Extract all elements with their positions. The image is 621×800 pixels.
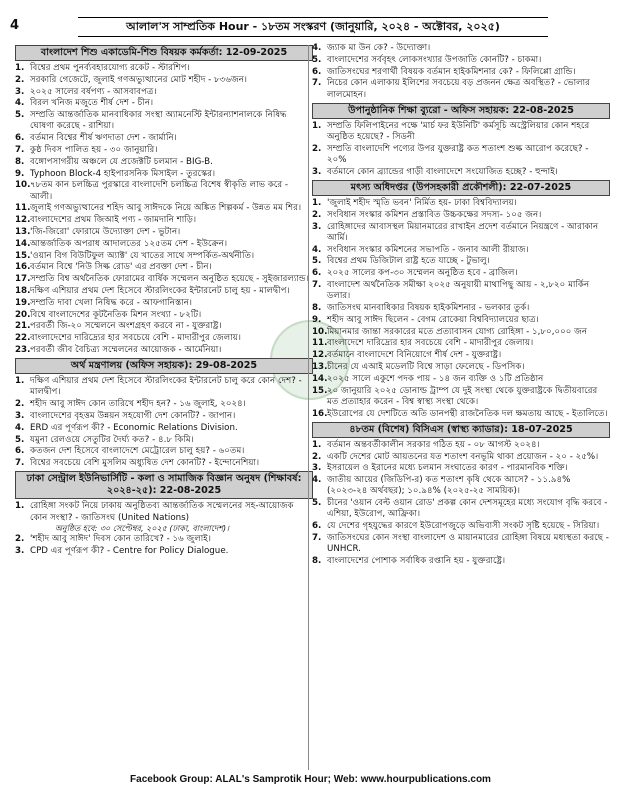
item-number: 8.: [15, 156, 25, 167]
item-number: 20.: [15, 309, 31, 320]
item-text: কুষ্ঠ দিবস পালিত হয় - ৩০ জানুয়ারি।: [30, 144, 158, 155]
item-text: সংবিধান সংস্কার কমিশনের সভাপতি - জনাব আলী রীয়াজ।: [327, 244, 529, 255]
item-text: বাংলাদেশের বৃহত্তম উন্নয়ন সহযোগী দেশ কোনটি? - জাপান।: [30, 410, 236, 421]
column-divider: [308, 45, 309, 770]
item-number: 11.: [312, 338, 328, 349]
item-text: সম্প্রতি আন্তর্জাতিক মানবাধিকার সংস্থা অ্যামনেস্টি ইন্টারন্যাশনালকে নিষিদ্ধ ঘোষণা করেছে - রাশিয়া।: [30, 110, 287, 132]
item-text: বাংলাদেশ অর্থনৈতিক সমীক্ষা ২০২৫ অনুযায়ী মাথাপিছু আয় - ২,৮২০ মার্কিন ডলার।: [327, 279, 590, 302]
item-number: 22.: [15, 333, 31, 344]
item-text: বাংলাদেশের পোশাক সর্বাধিক রপ্তানি হয় - যুক্তরাষ্ট্রে।: [327, 555, 506, 566]
item-text: পরবর্তী জি-২০ সম্মেলনে অংশগ্রহণ করবে না - যুক্তরাষ্ট্র।: [30, 321, 222, 332]
item-number: 2.: [312, 143, 322, 154]
section-heading: অর্থ মন্ত্রণালয় (অফিস সহায়ক): 29-08-2025: [15, 358, 313, 374]
item-number: 8.: [312, 555, 322, 566]
item-text: বাংলাদেশে দারিদ্র্যের হার সবচেয়ে বেশি - মাদারীপুর জেলায়।: [327, 338, 534, 349]
item-number: 23.: [15, 344, 31, 355]
item-text: ইসরায়েল ও ইরানের মধ্যে চলমান সংঘাতের কারণ - পারমানবিক শক্তি।: [327, 463, 568, 474]
item-number: 14.: [15, 238, 31, 249]
item-number: 5.: [312, 54, 322, 65]
item-text: জ্যাক মা উন কে? - উদ্যোক্তা।: [327, 43, 431, 53]
footer-text: Facebook Group: ALAL's Samprotik Hour; Web: www.hourpublications.com: [130, 774, 491, 785]
list-item: [312, 210, 610, 221]
item-text: জাতিসংঘ মানবাধিকার বিষয়ক হাইকমিশনার - ভলকার তুর্ক।: [327, 302, 530, 313]
item-number: 1.: [15, 501, 25, 512]
list-item: [312, 409, 610, 420]
list-item: [312, 452, 610, 463]
item-number: 15.: [312, 385, 328, 396]
list-item: [15, 333, 313, 344]
item-number: 5.: [15, 434, 25, 445]
item-text: বাংলাদেশের প্রথম জিআই পণ্য - জামদানি শাড়ি।: [30, 215, 197, 226]
item-number: 2.: [312, 209, 322, 220]
page-number: 4: [10, 18, 20, 33]
list-item: [15, 87, 313, 98]
item-text: বর্তমান অন্তবর্তীকালীন সরকার গঠিত হয় - ০৮ আগস্ট ২০২৪।: [327, 439, 540, 450]
list-item: [15, 180, 313, 202]
item-text: যে দেশের গৃহযুদ্ধের কারণে ইউরোপজুড়ে অভিবাসী সংকট সৃষ্টি হয়েছে - সিরিয়া।: [327, 521, 600, 532]
list-item: [312, 256, 610, 267]
list-item: [312, 78, 610, 100]
list-item: [15, 345, 313, 356]
section-heading: বাংলাদেশ শিশু একাডেমি-শিশু বিষয়ক কর্মকর্তা: 12-09-2025: [15, 45, 313, 61]
item-number: 9.: [15, 168, 25, 179]
list-item: [15, 321, 313, 332]
list-item: [15, 203, 313, 214]
item-number: 13.: [15, 226, 31, 237]
list-item: [15, 446, 313, 457]
list-item: [15, 458, 313, 469]
item-number: 3.: [312, 166, 322, 177]
item-text: বঙ্গোপসাগরীয় অঞ্চলে যে প্রজেক্টটি চলমান - BIG-B.: [30, 156, 213, 167]
list-item: [15, 262, 313, 273]
item-text: দক্ষিণ এশিয়ার প্রথম দেশ হিসেবে স্টারলিংকের ইন্টারনেট চালু হয় - মালদ্বীপ।: [30, 285, 290, 296]
list-item: [15, 286, 313, 297]
right-column: [312, 43, 610, 568]
item-text: কতজন দেশ হিসেবে বাংলাদেশে মেট্রোরেল চালু হয়? - ৬০তম।: [30, 446, 245, 457]
item-number: 2.: [15, 74, 25, 85]
section-heading: ৪৮তম (বিশেষ) বিসিএস (স্বাস্থ্য ক্যাডার): 18-07-2025: [312, 422, 610, 438]
item-number: 7.: [312, 78, 322, 89]
item-text: বিশ্বের প্রথম পুনর্ব্যবহারযোগ্য রকেট - স্টারশিপ।: [30, 63, 190, 73]
item-text: একটি দেশের মোট আয়তনের যত শতাংশ বনভূমি থাকা প্রয়োজন - ২০ - ২৫%।: [327, 451, 599, 462]
list-item: [15, 145, 313, 156]
item-text: 'জি-জিরো' ফোরামে উদ্যোক্তা দেশ - ভুটান।: [30, 226, 181, 237]
item-text: সংবিধান সংস্কার কমিশন প্রস্তাবিত উচ্চকক্ষের সদস্য- ১০৫ জন।: [327, 209, 542, 220]
list-item: [15, 133, 313, 144]
item-number: 5.: [312, 256, 322, 267]
item-number: 16.: [15, 262, 31, 273]
item-number: 2.: [15, 399, 25, 410]
item-number: 9.: [312, 314, 322, 325]
item-text: বাংলাদেশের সর্ববৃহৎ লোকসংখ্যার উপজাতি কোনটি? - চাকমা।: [327, 54, 542, 65]
list-item: [312, 327, 610, 338]
item-text: মিয়ানমার জান্তা সরকারের মতে প্রত্যাবাসন যোগ্য রোহিঙ্গা - ১,৮০,০০০ জন: [327, 326, 588, 337]
item-number: 1.: [15, 63, 25, 73]
list-item: [312, 440, 610, 451]
item-number: 12.: [312, 350, 328, 361]
list-item: [312, 374, 610, 385]
list-item: [312, 521, 610, 532]
item-number: 2.: [312, 451, 322, 462]
list-item: [15, 399, 313, 410]
item-text: সম্প্রতি দাবা খেলা নিষিদ্ধ করে - আফগানিস্তান।: [30, 297, 193, 308]
item-number: 11.: [15, 203, 31, 214]
item-number: 8.: [312, 302, 322, 313]
item-number: 5.: [15, 110, 25, 121]
item-text: যমুনা রেলওয়ে সেতুটির দৈর্ঘ্য কত? - ৪.৮ কিমি।: [30, 434, 194, 445]
list-item: [312, 556, 610, 567]
item-text: ইউরোপের যে দেশটিতে অতি ডানপন্থী রাজনৈতিক দল ক্ষমতায় আছে - ইতালিতে।: [327, 408, 608, 419]
list-item: [15, 63, 313, 74]
item-number: 12.: [15, 215, 31, 226]
item-text: বর্তমানে কোন ব্র্যান্ডের গাড়ী বাংলাদেশে সংযোজিত হচ্ছে? - হুন্দাই।: [327, 166, 558, 177]
list-item: [312, 198, 610, 209]
list-item: [312, 350, 610, 361]
list-item: [15, 215, 313, 226]
list-item: [15, 534, 313, 545]
list-item: [312, 338, 610, 349]
item-number: 19.: [15, 297, 31, 308]
item-number: 10.: [15, 180, 31, 191]
section-heading: মৎস্য অধিদপ্তর (উপসহকারী প্রকৌশলী): 22-07-2025: [312, 180, 610, 196]
list-item: [15, 423, 313, 434]
item-text: বর্তমান বিশ্বে 'নিউ সিল্ক রোড' এর প্রবক্তা দেশ - চীন।: [30, 262, 212, 273]
list-item: [15, 274, 313, 285]
item-text: শহীদ আবু সাঈদ কোন তারিখে শহীদ হন? - ১৬ জুলাই, ২০২৪।: [30, 399, 246, 410]
item-number: 6.: [312, 521, 322, 532]
item-text: চীনের যে এআই মডেলটি বিশ্বে সাড়া ফেলেছে - ডিপসিক।: [327, 361, 525, 372]
item-text: আন্তর্জাতিক অপরাধ আদালতের ১২৫তম দেশ - ইউক্রেন।: [30, 238, 228, 249]
list-item: [15, 227, 313, 238]
item-number: 1.: [312, 120, 322, 131]
item-text: 'শহীদ আবু সাঈদ' দিবস কোন তারিখে? - ১৬ জুলাই।: [30, 534, 211, 545]
item-number: 1.: [312, 198, 322, 208]
item-text: বর্তমানে বাংলাদেশে বিনিয়োগে শীর্ষ দেশ - যুক্তরাষ্ট্র।: [327, 350, 502, 361]
section-heading: ঢাকা সেন্ট্রাল ইউনিভার্সিটি - কলা ও সামাজিক বিজ্ঞান অনুষদ (শিক্ষাবর্ষ: ২০২৪-২৫): 22-08-2025: [15, 471, 313, 499]
list-item: [312, 498, 610, 520]
item-text: ২০২৫ সালের বর্ষপণ্য - আসবাবপত্র।: [30, 86, 157, 97]
list-item: [15, 376, 313, 398]
list-item: [312, 303, 610, 314]
item-text: ERD এর পূর্ণরূপ কী? - Economic Relations Division.: [30, 422, 238, 433]
list-item: [312, 121, 610, 143]
item-number: 3.: [312, 463, 322, 474]
item-text: ৭৮তম কান চলচ্চিত্র পুরস্কারে বাংলাদেশি চলচ্চিত্র বিশেষ স্বীকৃতি লাভ করে - আলী।: [30, 180, 289, 202]
list-item: [15, 75, 313, 86]
item-text: বিশ্বের সবচেয়ে বেশি মুসলিম অধ্যুষিত দেশ কোনটি? - ইন্দোনেশিয়া।: [30, 458, 260, 469]
item-number: 16.: [312, 408, 328, 419]
list-item: [312, 268, 610, 279]
list-item: [312, 475, 610, 497]
item-number: 3.: [15, 86, 25, 97]
list-item: [312, 167, 610, 178]
item-text: পরবর্তী জীব বৈচিত্র্য সম্মেলনের আয়োজক - আর্মেনিয়া।: [30, 344, 222, 355]
item-text: বিশ্বে বাংলাদেশের কূটনৈতিক মিশন সংখ্যা - ৮২টি।: [30, 309, 202, 320]
list-item: [312, 43, 610, 54]
item-text: জুলাই গণঅভ্যুত্থানের শহিদ আবু সাঈদকে নিয়ে অঙ্কিত শিল্পকর্ম - উন্নত মম শির।: [30, 203, 302, 214]
list-item: [312, 315, 610, 326]
item-number: 1.: [15, 376, 25, 387]
item-text: বর্তমান বিশ্বের শীর্ষ ঋণদাতা দেশ - জার্মানি।: [30, 133, 177, 144]
item-number: 5.: [312, 498, 322, 509]
item-text: বাংলাদেশের দারিদ্র্যের হার সবচেয়ে বেশি - মাদারীপুর জেলায়।: [30, 333, 242, 344]
list-item: [15, 169, 313, 180]
list-item: [15, 411, 313, 422]
list-item: [312, 222, 610, 244]
item-number: 4.: [312, 475, 322, 486]
item-number: 7.: [15, 458, 25, 469]
item-text: সরকারি গেজেটে, জুলাই গণঅভ্যুত্থানের মোট শহীদ - ৮৩৬জন।: [30, 74, 248, 85]
item-text: CPD এর পূর্ণরূপ কী? - Centre for Policy Dialogue.: [30, 546, 229, 557]
item-number: 7.: [312, 532, 322, 543]
list-item: [15, 435, 313, 446]
item-number: 6.: [15, 133, 25, 144]
list-item: [312, 533, 610, 555]
item-number: 4.: [312, 43, 322, 53]
list-item: [15, 157, 313, 168]
list-item: [312, 463, 610, 474]
item-text: 'ওয়ান বিগ বিউটিফুল অ্যাক্ট' যে খাতের সাথে সম্পর্কিত-অর্থনীতি।: [30, 250, 255, 261]
list-item: [312, 245, 610, 256]
page-header-title: আলাল'স সাম্প্রতিক Hour - ১৮তম সংস্করণ (জানুয়ারি, ২০২৪ - অক্টোবর, ২০২৫): [78, 17, 548, 37]
item-number: 6.: [15, 446, 25, 457]
item-number: 6.: [312, 268, 322, 279]
item-number: 10.: [312, 326, 328, 337]
item-text: চীনের 'ওয়ান বেল্ট ওয়ান রোড' প্রকল্প কোন দেশসমূহের মধ্যে সংযোগ বৃদ্ধি করবে - এশিয়া, ইউরোপ, আফ্রিকা।: [327, 498, 608, 520]
item-text: রোহিঙ্গাদের আবাসস্থল মিয়ানমারের রাখাইন প্রদেশ বর্তমানে নিয়ন্ত্রণে - আরাকান আর্মি।: [327, 221, 599, 243]
list-item: [15, 251, 313, 262]
item-text: সম্প্রতি ফিলিপাইনের পক্ষে 'মার্চ ফর ইউনিটি' কর্মসূচি অস্ট্রেলিয়ার কোন শহরে অনুষ্ঠিত হয়েছে? - সিডনী: [327, 120, 590, 142]
item-text: 'জুলাই শহীদ স্মৃতি ভবন' নির্মিত হয়- ঢাকা বিশ্ববিদ্যালয়।: [327, 198, 517, 208]
item-number: 2.: [15, 534, 25, 545]
item-number: 17.: [15, 274, 31, 285]
list-item: [15, 298, 313, 309]
item-number: 4.: [15, 98, 25, 109]
item-number: 18.: [15, 285, 31, 296]
left-column: [15, 43, 313, 558]
item-text: শহীদ আবু সাঈদ ছিলেন - বেগম রোকেয়া বিশ্ববিদ্যালয়ের ছাত্র।: [327, 314, 539, 325]
list-item: [312, 386, 610, 408]
list-item: [15, 501, 313, 523]
item-text: ২০২৫ সালের কপ-৩০ সম্মেলন অনুষ্ঠিত হবে - ব্রাজিল।: [327, 268, 518, 279]
list-item: [312, 280, 610, 302]
item-number: 3.: [15, 410, 25, 421]
item-text: ২০ জানুয়ারি ২০২৫ ডোনাল্ড ট্রাম্প যে দুই সংস্থা থেকে যুক্তরাষ্ট্রকে দ্বিতীয়বারের মত প্রত্যাহার করেন - বিশ্ব স্বাস্থ্য সংস্থা থেকে।: [327, 385, 598, 407]
item-number: 3.: [15, 546, 25, 557]
item-number: 21.: [15, 321, 31, 332]
item-text: দক্ষিণ এশিয়ার প্রথম দেশ হিসেবে স্টারলিংকের ইন্টারনেট চালু করে কোন দেশ? - মালদ্বীপ।: [30, 376, 302, 398]
list-item: [312, 144, 610, 166]
item-text: Typhoon Block-4 হাইপারসনিক মিসাইল - তুরস্কের।: [30, 168, 216, 179]
list-item: [312, 67, 610, 78]
item-text: সম্প্রতি বিশ্ব অর্থনৈতিক ফোরামের বার্ষিক সম্মেলন অনুষ্ঠিত হয়েছে - সুইজারল্যান্ড।: [30, 274, 309, 285]
item-text: জাতিসংঘের কোন সংস্থা বাংলাদেশ ও মায়ানমারের রোহিঙ্গা বিষয়ে মধ্যস্থতা করছে - UNHCR.: [327, 532, 609, 555]
item-text: নিচের কোন এলাকায় ইলিশের সবচেয়ে বড় প্রজনন ক্ষেত্র অবস্থিত? - ভোলার লালমোহন।: [327, 78, 590, 100]
item-number: 15.: [15, 250, 31, 261]
list-item: [15, 239, 313, 250]
section-heading: উপানুষ্ঠানিক শিক্ষা ব্যুরো - অফিস সহায়ক: 22-08-2025: [312, 103, 610, 119]
item-text: রোহিঙ্গা সংকট নিয়ে ঢাকায় অনুষ্ঠিতব্য আন্তর্জাতিক সম্মেলনের সহ-আয়োজক কোন সংস্থা? - জাতিসংঘ (United Nations): [30, 501, 294, 523]
item-number: 3.: [312, 221, 322, 232]
list-item: [15, 546, 313, 557]
item-text: বিশ্বের প্রথম ডিজিটাল রাষ্ট্র হতে যাচ্ছে - টুভালু।: [327, 256, 490, 267]
item-number: 7.: [15, 144, 25, 155]
item-text: জাতীয় আয়ের (জিডিপি-র) কত শতাংশ কৃষি থেকে আসে? - ১১.৯৪% (২০২৩-২৪ অর্থবছর); ১০.৯৪% (২০২৫-২৫ সাময়িক)।: [327, 475, 571, 497]
list-item: [15, 110, 313, 132]
item-text: বিরল খনিজ মজুতে শীর্ষ দেশ - চীন।: [30, 98, 154, 109]
list-item: [312, 55, 610, 66]
item-number: 1.: [312, 439, 322, 450]
item-text: ২০২৫ সালে একুশে পদক পায় - ১৪ জন ব্যক্তি ও ১টি প্রতিষ্ঠান: [327, 373, 544, 384]
list-item: [15, 98, 313, 109]
item-number: 14.: [312, 373, 328, 384]
list-item: [312, 362, 610, 373]
item-number: 4.: [312, 244, 322, 255]
item-number: 4.: [15, 422, 25, 433]
item-text: সম্প্রতি বাংলাদেশি পণ্যের উপর যুক্তরাষ্ট্র কত শতাংশ শুল্ক আরোপ করেছে? - ২০%: [327, 143, 589, 165]
item-number: 7.: [312, 279, 322, 290]
item-text: জাতিসংঘের শরণার্থী বিষয়ক বর্তমান হাইকমিশনার কে? - ফিলিপ্পো গ্রান্ডি।: [327, 66, 576, 77]
item-note: অনুষ্ঠিত হবে: ৩০ সেপ্টেম্বর, ২০২৫ (ঢাকা, বাংলাদেশ)।: [55, 524, 229, 534]
list-item: [15, 310, 313, 321]
item-number: 13.: [312, 361, 328, 372]
item-number: 6.: [312, 66, 322, 77]
